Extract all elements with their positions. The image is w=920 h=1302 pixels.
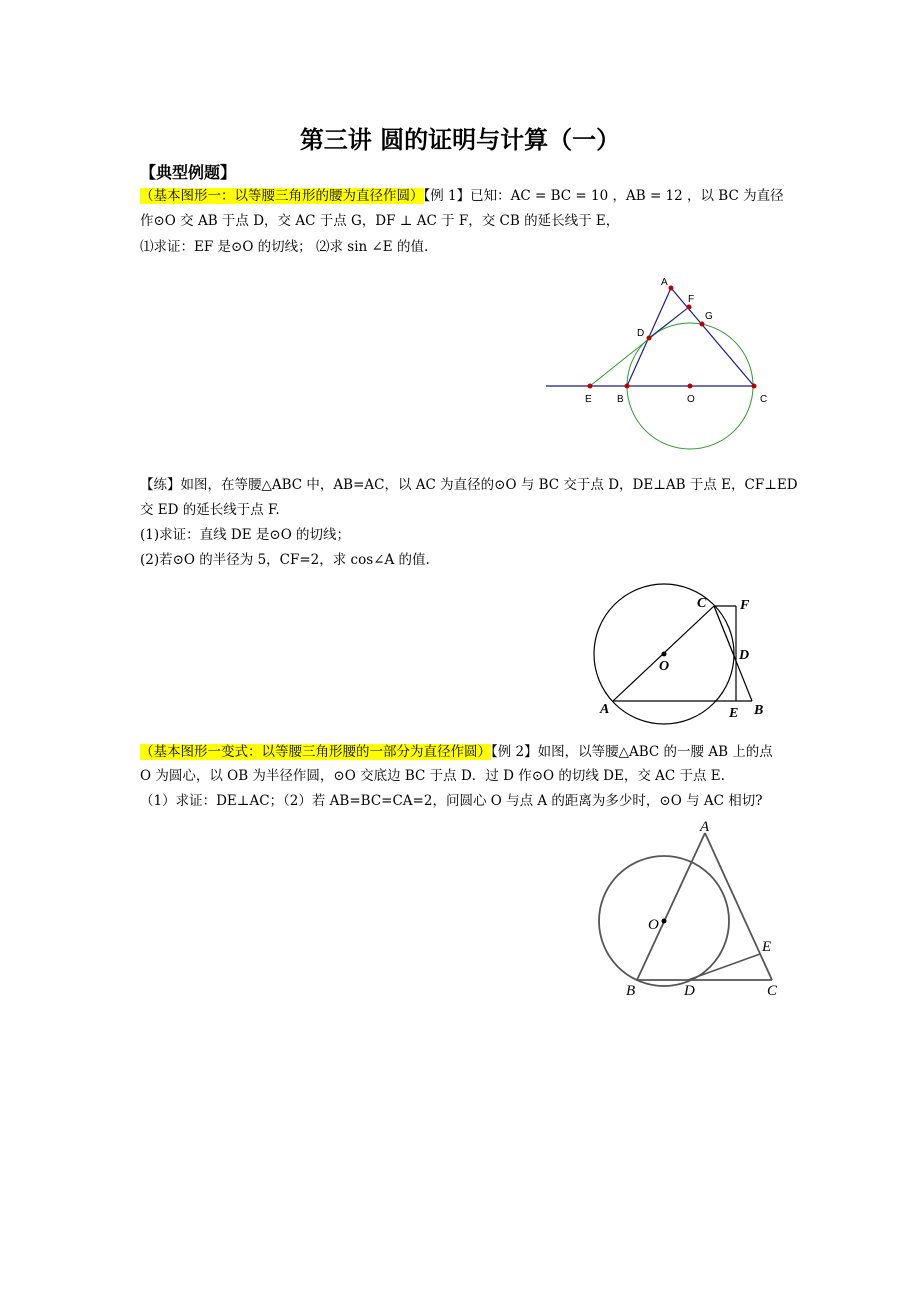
- practice-center-dot: [662, 652, 667, 657]
- point-C: [752, 384, 757, 389]
- practice-label-E: E: [729, 706, 739, 721]
- practice-label-A: A: [600, 702, 610, 717]
- label-C: C: [760, 394, 768, 405]
- label-A: A: [661, 277, 668, 288]
- point-O: [688, 384, 693, 389]
- practice-line-AD: [714, 606, 735, 658]
- label-B: B: [617, 394, 624, 405]
- ex1-tag: 【例 1】: [423, 188, 471, 204]
- ex2-line-DE: [688, 954, 760, 980]
- ex2-label-C: C: [767, 983, 778, 999]
- ex2-center-dot: [662, 919, 667, 924]
- ex2-line1: [140, 742, 773, 762]
- ex2-side-AC: [705, 833, 772, 980]
- practice-line3: (1)求证：直线 DE 是⊙O 的切线；: [140, 527, 351, 543]
- practice-figure: [590, 575, 790, 725]
- section-heading: 【典型例题】: [140, 163, 237, 182]
- practice-line1: 【练】如图，在等腰△ABC 中，AB=AC，以 AC 为直径的⊙O 与 BC 交于点 D，DE⊥AB 于点 E，CF⊥ED: [140, 477, 798, 493]
- practice-line4: (2)若⊙O 的半径为 5，CF=2，求 cos∠A 的值.: [140, 552, 430, 568]
- ex2-label-E: E: [762, 939, 772, 955]
- practice-label-F: F: [740, 598, 750, 613]
- ex2-line1-rest: 【例 2】如图，以等腰△ABC 的一腰 AB 上的点: [491, 744, 773, 760]
- ex1-points: [588, 286, 757, 389]
- point-D: [647, 336, 652, 341]
- point-A: [669, 286, 674, 291]
- label-O: O: [687, 394, 695, 405]
- ex1-line3: ⑴求证：EF 是⊙O 的切线； ⑵求 sin ∠E 的值.: [140, 239, 429, 255]
- ex2-line3: （1）求证：DE⊥AC；（2）若 AB=BC=CA=2，问圆心 O 与点 A 的距离为多少时，⊙O 与 AC 相切?: [140, 793, 763, 809]
- point-E: [588, 384, 593, 389]
- practice-label-O: O: [659, 659, 670, 674]
- point-G: [700, 322, 705, 327]
- practice-label-C: C: [697, 596, 707, 611]
- ex2-highlight: （基本图形一变式：以等腰三角形腰的一部分为直径作圆）: [140, 744, 491, 760]
- label-G: G: [705, 311, 713, 322]
- ex2-line2: O 为圆心，以 OB 为半径作圆，⊙O 交底边 BC 于点 D．过 D 作⊙O 的切线 DE，交 AC 于点 E.: [140, 768, 725, 784]
- ex1-figure: [540, 270, 790, 460]
- ex2-label-D: D: [684, 983, 695, 999]
- ex1-line1-rest: 已知：AC = BC = 10 ，AB = 12 ，以 BC 为直径: [470, 188, 784, 204]
- ex2-label-O: O: [648, 917, 659, 933]
- ex1-side-AC: [671, 288, 754, 386]
- ex1-highlight: （基本图形一：以等腰三角形的腰为直径作圆）: [140, 188, 424, 204]
- practice-label-D: D: [739, 648, 750, 663]
- ex1-line2: 作⊙O 交 AB 于点 D，交 AC 于点 G，DF ⊥ AC 于 F，交 CB 的延长线于 E，: [140, 213, 620, 229]
- label-F: F: [688, 294, 695, 305]
- point-B: [625, 384, 630, 389]
- point-F: [687, 305, 692, 310]
- practice-line2: 交 ED 的延长线于点 F.: [140, 502, 280, 518]
- ex2-label-B: B: [626, 983, 636, 999]
- ex1-line1: [140, 186, 784, 206]
- ex2-side-AB: [637, 833, 705, 980]
- label-D: D: [637, 328, 645, 339]
- label-E: E: [585, 394, 592, 405]
- practice-label-B: B: [754, 703, 764, 718]
- page-title: 第三讲 圆的证明与计算（一）: [299, 126, 621, 154]
- ex2-figure: [590, 815, 790, 1000]
- ex2-label-A: A: [700, 819, 710, 835]
